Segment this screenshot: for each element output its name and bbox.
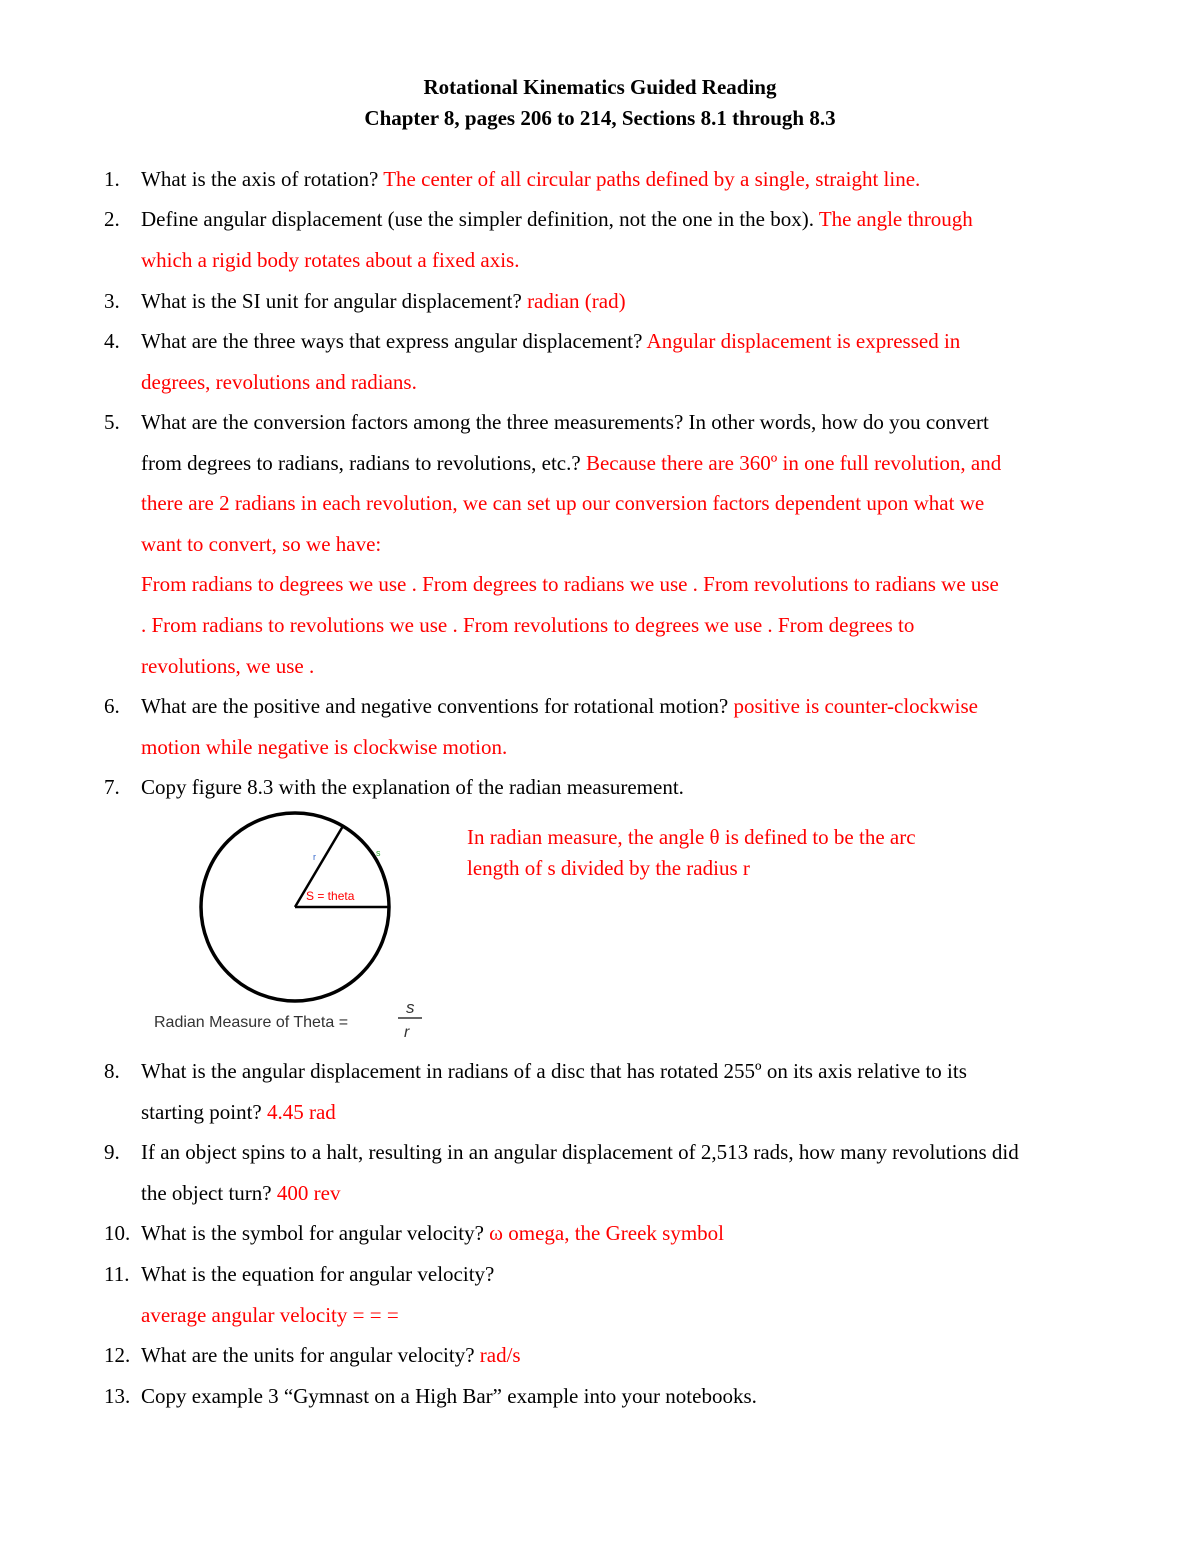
question-text: What is the symbol for angular velocity? xyxy=(141,1221,490,1245)
question-text: What are the conversion factors among the three measurements? In other words, how do you convert xyxy=(141,410,989,434)
question-body xyxy=(141,1051,1141,1132)
question-text: What are the three ways that express angular displacement? xyxy=(141,329,647,353)
answer-text: rad/s xyxy=(479,1343,521,1367)
answer-text: ω omega, the Greek symbol xyxy=(489,1221,725,1245)
answer-text: The center of all circular paths defined by a single, straight line. xyxy=(383,167,921,191)
question-body xyxy=(141,767,1141,808)
figure-explanation-line: In radian measure, the angle θ is defined to be the arc xyxy=(467,825,916,849)
answer-text: revolutions, we use . xyxy=(141,653,315,678)
question-body xyxy=(141,1376,1141,1417)
question-body xyxy=(141,1254,1141,1335)
question-text: What are the positive and negative conventions for rotational motion? xyxy=(141,694,734,718)
answer-text: . From radians to revolutions we use . From revolutions to degrees we use . From degrees to xyxy=(141,612,915,637)
question-body xyxy=(141,199,1141,280)
question-line xyxy=(141,281,1141,322)
question-number: 2. xyxy=(104,207,120,231)
arc-label: s xyxy=(376,848,381,858)
answer-text: radian (rad) xyxy=(527,289,626,313)
question-line xyxy=(141,767,1141,808)
question-number: 1. xyxy=(104,167,120,191)
figure-explanation xyxy=(467,822,1027,884)
answer-text: there are 2 radians in each revolution, we can set up our conversion factors dependent upon what we xyxy=(141,491,985,516)
question-text: What is the angular displacement in radians of a disc that has rotated 255º on its axis relative to its xyxy=(141,1059,967,1083)
question-body xyxy=(141,402,1141,686)
question-line xyxy=(141,483,1141,524)
question-line xyxy=(141,321,1141,362)
answer-text: degrees, revolutions and radians. xyxy=(141,369,417,394)
question-number: 8. xyxy=(104,1059,120,1083)
answer-text: 4.45 rad xyxy=(266,1099,336,1124)
answer-text: want to convert, so we have: xyxy=(141,531,382,556)
answer-text: Because there are 360º in one full revolution, and xyxy=(585,450,1002,475)
question-body xyxy=(141,281,1141,322)
question-text: What is the axis of rotation? xyxy=(141,167,384,191)
question-line xyxy=(141,605,1141,646)
question-line xyxy=(141,1132,1141,1173)
question-text: What is the SI unit for angular displacement? xyxy=(141,289,528,313)
question-text: If an object spins to a halt, resulting in an angular displacement of 2,513 rads, how many revolutions did xyxy=(141,1140,1019,1164)
radian-diagram xyxy=(148,808,438,1048)
radian-figure xyxy=(148,808,438,1048)
question-text: starting point? xyxy=(141,1099,267,1124)
fraction-denominator: r xyxy=(404,1024,410,1041)
question-line xyxy=(141,159,1141,200)
answer-text: positive is counter-clockwise xyxy=(733,694,978,718)
question-number: 12. xyxy=(104,1343,131,1367)
answer-text: Angular displacement is expressed in xyxy=(646,329,961,353)
question-line xyxy=(141,646,1141,687)
theta-label: S = theta xyxy=(306,889,355,903)
question-number: 9. xyxy=(104,1140,120,1164)
answer-text: From radians to degrees we use . From degrees to radians we use . From revolutions to radians we use xyxy=(141,572,999,597)
question-line xyxy=(141,1335,1141,1376)
question-number: 6. xyxy=(104,694,120,718)
figure-caption: Radian Measure of Theta = xyxy=(154,1014,349,1031)
answer-text: motion while negative is clockwise motion. xyxy=(141,734,508,759)
question-text: Define angular displacement (use the simpler definition, not the one in the box). xyxy=(141,207,819,231)
question-number: 13. xyxy=(104,1384,131,1408)
question-number: 11. xyxy=(104,1262,130,1286)
answer-text: average angular velocity = = = xyxy=(141,1302,399,1327)
question-line xyxy=(141,1092,1141,1133)
fraction-numerator: s xyxy=(406,998,415,1017)
question-line xyxy=(141,199,1141,240)
question-text: the object turn? xyxy=(141,1180,277,1205)
question-body xyxy=(141,159,1141,200)
answer-text: The angle through xyxy=(818,207,973,231)
question-line xyxy=(141,1376,1141,1417)
question-number: 7. xyxy=(104,775,120,799)
question-line xyxy=(141,1213,1141,1254)
question-line xyxy=(141,362,1141,403)
question-body xyxy=(141,1213,1141,1254)
question-number: 4. xyxy=(104,329,120,353)
question-text: Copy figure 8.3 with the explanation of the radian measurement. xyxy=(141,775,684,799)
question-line xyxy=(141,1295,1141,1336)
question-body xyxy=(141,686,1141,767)
question-line xyxy=(141,727,1141,768)
answer-text: which a rigid body rotates about a fixed axis. xyxy=(141,247,520,272)
question-line xyxy=(141,524,1141,565)
question-number: 3. xyxy=(104,289,120,313)
answer-text: 400 rev xyxy=(276,1180,341,1205)
question-text: What is the equation for angular velocity? xyxy=(141,1262,495,1286)
question-text: from degrees to radians, radians to revolutions, etc.? xyxy=(141,450,586,475)
question-line xyxy=(141,443,1141,484)
question-number: 5. xyxy=(104,410,120,434)
question-body xyxy=(141,1335,1141,1376)
question-body xyxy=(141,1132,1141,1213)
document-subtitle: Chapter 8, pages 206 to 214, Sections 8.1 through 8.3 xyxy=(364,106,836,130)
question-line xyxy=(141,240,1141,281)
question-number: 10. xyxy=(104,1221,131,1245)
radius-label: r xyxy=(313,852,316,862)
question-text: What are the units for angular velocity? xyxy=(141,1343,480,1367)
question-line xyxy=(141,1173,1141,1214)
question-line xyxy=(141,1254,1141,1295)
question-line xyxy=(141,402,1141,443)
question-line xyxy=(141,1051,1141,1092)
document-title: Rotational Kinematics Guided Reading xyxy=(423,75,777,99)
question-line xyxy=(141,564,1141,605)
question-body xyxy=(141,321,1141,402)
question-text: Copy example 3 “Gymnast on a High Bar” example into your notebooks. xyxy=(141,1384,757,1408)
figure-explanation-line: length of s divided by the radius r xyxy=(467,856,750,880)
question-line xyxy=(141,686,1141,727)
